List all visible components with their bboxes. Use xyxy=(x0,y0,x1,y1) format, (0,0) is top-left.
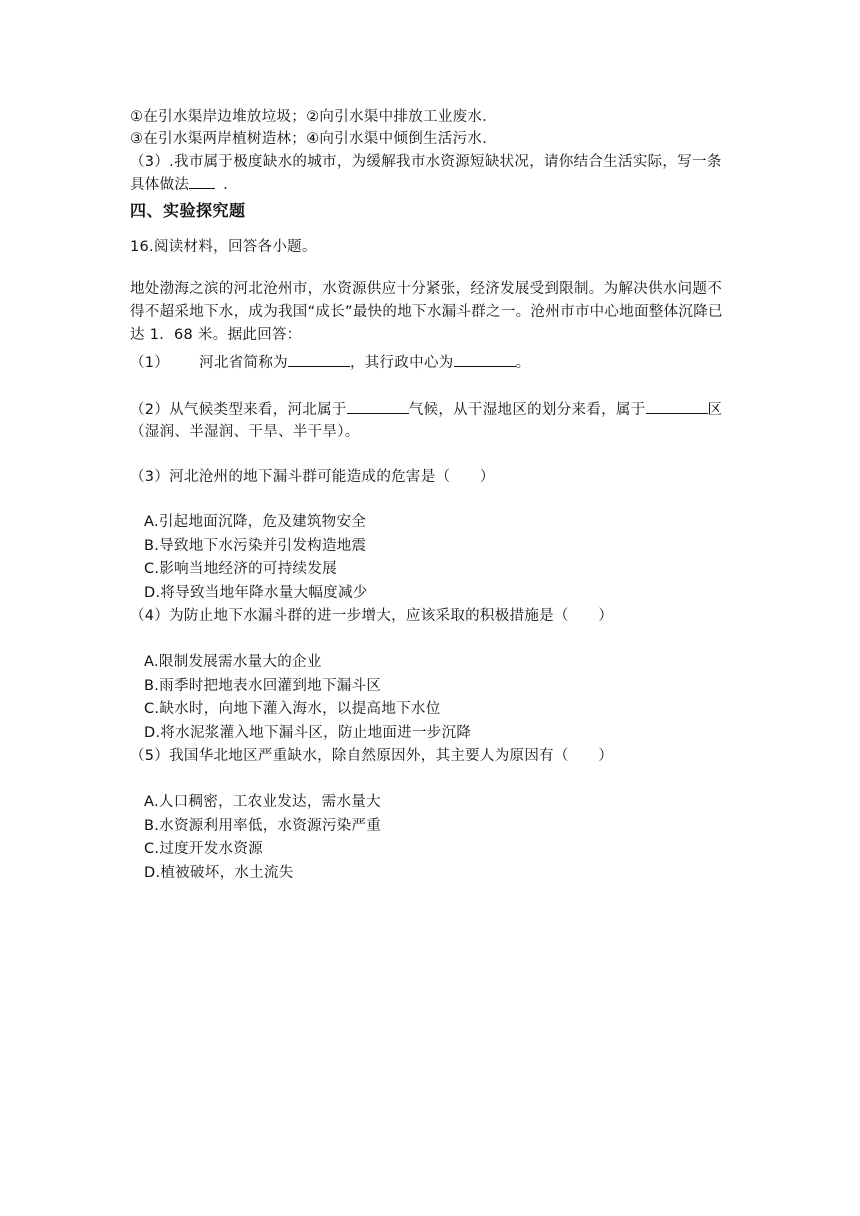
answer-blank[interactable] xyxy=(288,351,350,367)
option-d[interactable]: D.将水泥浆灌入地下漏斗区，防止地面进一步沉降 xyxy=(144,725,472,741)
option-b[interactable]: B.导致地下水污染并引发构造地震 xyxy=(144,538,367,554)
answer-blank[interactable] xyxy=(646,398,708,414)
option-a[interactable]: A.限制发展需水量大的企业 xyxy=(144,654,322,670)
option-d[interactable]: D.将导致当地年降水量大幅度减少 xyxy=(144,585,368,601)
sub-question-2 xyxy=(130,398,722,421)
material-line-1: 地处渤海之滨的河北沧州市，水资源供应十分紧张，经济发展受到限制。为解决供水问题不 xyxy=(130,281,722,297)
option-a[interactable]: A.引起地面沉降，危及建筑物安全 xyxy=(144,514,367,530)
q15-options-line-1: ①在引水渠岸边堆放垃圾；②向引水渠中排放工业废水． xyxy=(130,109,497,125)
option-c[interactable]: C.缺水时，向地下灌入海水，以提高地下水位 xyxy=(144,701,441,717)
q15-part3-line-1: （3）.我市属于极度缺水的城市，为缓解我市水资源短缺状况，请你结合生活实际，写一条 xyxy=(130,154,722,170)
answer-blank[interactable] xyxy=(347,398,409,414)
option-a[interactable]: A.人口稠密，工农业发达，需水量大 xyxy=(144,794,381,810)
answer-blank[interactable] xyxy=(189,173,215,189)
sub-question-1-text-b: ，其行政中心为 xyxy=(349,355,454,371)
option-b[interactable]: B.水资源利用率低，水资源污染严重 xyxy=(144,818,382,834)
answer-blank[interactable] xyxy=(454,351,516,367)
material-line-2: 得不超采地下水，成为我国“成长”最快的地下水漏斗群之一。沧州市市中心地面整体沉降已 xyxy=(130,304,723,320)
sub-question-5-stem: （5）我国华北地区严重缺水，除自然原因外，其主要人为原因有（ ） xyxy=(130,748,614,764)
q16-intro: 16.阅读材料，回答各小题。 xyxy=(130,239,317,255)
q15-options-line-2: ③在引水渠两岸植树造林；④向引水渠中倾倒生活污水． xyxy=(130,131,497,147)
option-c[interactable]: C.过度开发水资源 xyxy=(144,841,263,857)
sub-question-2-line-2: （湿润、半湿润、干旱、半干旱）。 xyxy=(130,424,360,440)
sub-question-1-text-c: 。 xyxy=(515,355,531,371)
q15-part3-end: ． xyxy=(223,177,239,193)
sub-question-3-stem: （3）河北沧州的地下漏斗群可能造成的危害是（ ） xyxy=(130,469,495,485)
sub-question-2-text-c: 区 xyxy=(707,402,723,418)
sub-question-2-text-b: 气候，从干湿地区的划分来看，属于 xyxy=(408,402,646,418)
q15-part3-line-2 xyxy=(130,173,238,196)
sub-question-2-text-a: （2）从气候类型来看，河北属于 xyxy=(130,402,347,418)
material-line-3: 达 1．68 米。据此回答： xyxy=(130,327,302,343)
option-c[interactable]: C.影响当地经济的可持续发展 xyxy=(144,561,337,577)
sub-question-1-number: （1） xyxy=(130,355,170,371)
sub-question-1 xyxy=(130,351,530,374)
section-title: 四、实验探究题 xyxy=(130,201,246,220)
sub-question-1-text-a: 河北省简称为 xyxy=(199,355,288,371)
sub-question-4-stem: （4）为防止地下水漏斗群的进一步增大，应该采取的积极措施是（ ） xyxy=(130,608,614,624)
q15-part3-text: 具体做法 xyxy=(130,177,190,193)
option-d[interactable]: D.植被破坏，水土流失 xyxy=(144,865,294,881)
option-b[interactable]: B.雨季时把地表水回灌到地下漏斗区 xyxy=(144,678,382,694)
